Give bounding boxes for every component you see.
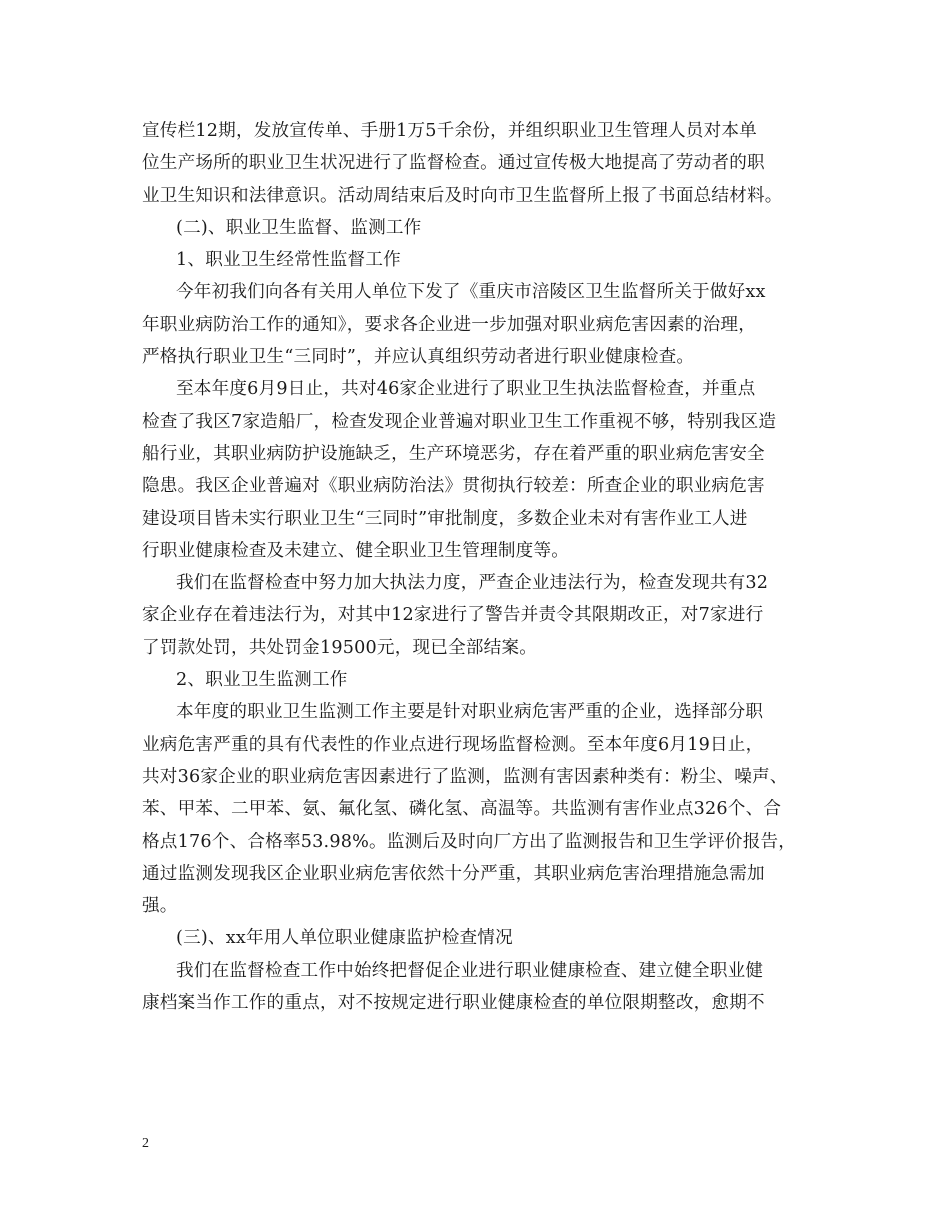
subsection-heading: 2、职业卫生监测工作: [176, 670, 348, 691]
text-line: 船行业，其职业病防护设施缺乏，生产环境恶劣，存在着严重的职业病危害安全: [142, 443, 765, 464]
text-line: 宣传栏12期，发放宣传单、手册1万5千余份，并组织职业卫生管理人员对本单: [142, 121, 757, 141]
text-line: 行职业健康检查及未建立、健全职业卫生管理制度等。: [142, 540, 570, 561]
text-line: 格点176个、合格率53.98%。监测后及时向厂方出了监测报告和卫生学评价报告，: [142, 831, 797, 852]
text-line: 业卫生知识和法律意识。活动周结束后及时向市卫生监督所上报了书面总结材料。: [142, 185, 783, 206]
text-line: 年职业病防治工作的通知》，要求各企业进一步加强对职业病危害因素的治理，: [142, 314, 756, 335]
subsection-heading: 1、职业卫生经常性监督工作: [176, 250, 401, 271]
text-line: 通过监测发现我区企业职业病危害依然十分严重，其职业病危害治理措施急需加: [142, 863, 765, 884]
text-line: 位生产场所的职业卫生状况进行了监督检查。通过宣传极大地提高了劳动者的职: [142, 153, 765, 174]
body-text: [142, 115, 814, 1019]
text-line: 本年度的职业卫生监测工作主要是针对职业病危害严重的企业，选择部分职: [176, 702, 764, 723]
text-line: 我们在监督检查中努力加大执法力度，严查企业违法行为，检查发现共有32: [176, 573, 769, 594]
text-line: 强。: [142, 896, 178, 917]
text-line: 检查了我区7家造船厂，检查发现企业普遍对职业卫生工作重视不够，特别我区造: [142, 411, 777, 432]
text-line: 业病危害严重的具有代表性的作业点进行现场监督检测。至本年度6月19日止，: [142, 734, 764, 755]
section-heading: (三)、xx年用人单位职业健康监护检查情况: [176, 928, 513, 949]
text-line: 苯、甲苯、二甲苯、氨、氟化氢、磷化氢、高温等。共监测有害作业点326个、合: [142, 799, 782, 820]
text-line: 了罚款处罚，共处罚金19500元，现已全部结案。: [142, 637, 538, 658]
text-line: 建设项目皆未实行职业卫生“三同时”审批制度，多数企业未对有害作业工人进: [142, 508, 748, 529]
text-line: 今年初我们向各有关用人单位下发了《重庆市涪陵区卫生监督所关于做好xx: [176, 282, 766, 303]
text-line: 家企业存在着违法行为，对其中12家进行了警告并责令其限期改正，对7家进行: [142, 605, 764, 626]
text-line: 隐患。我区企业普遍对《职业病防治法》贯彻执行较差：所查企业的职业病危害: [142, 476, 765, 497]
text-line: 我们在监督检查工作中始终把督促企业进行职业健康检查、建立健全职业健: [176, 960, 764, 981]
text-line: 共对36家企业的职业病危害因素进行了监测，监测有害因素种类有：粉尘、噪声、: [142, 766, 788, 787]
section-heading: (二)、职业卫生监督、监测工作: [176, 217, 422, 238]
text-line: 严格执行职业卫生“三同时”，并应认真组织劳动者进行职业健康检查。: [142, 347, 695, 368]
page-number: 2: [142, 1136, 149, 1151]
text-line: 至本年度6月9日止，共对46家企业进行了职业卫生执法监督检查，并重点: [176, 379, 756, 400]
text-line: 康档案当作工作的重点，对不按规定进行职业健康检查的单位限期整改，愈期不: [142, 993, 765, 1014]
